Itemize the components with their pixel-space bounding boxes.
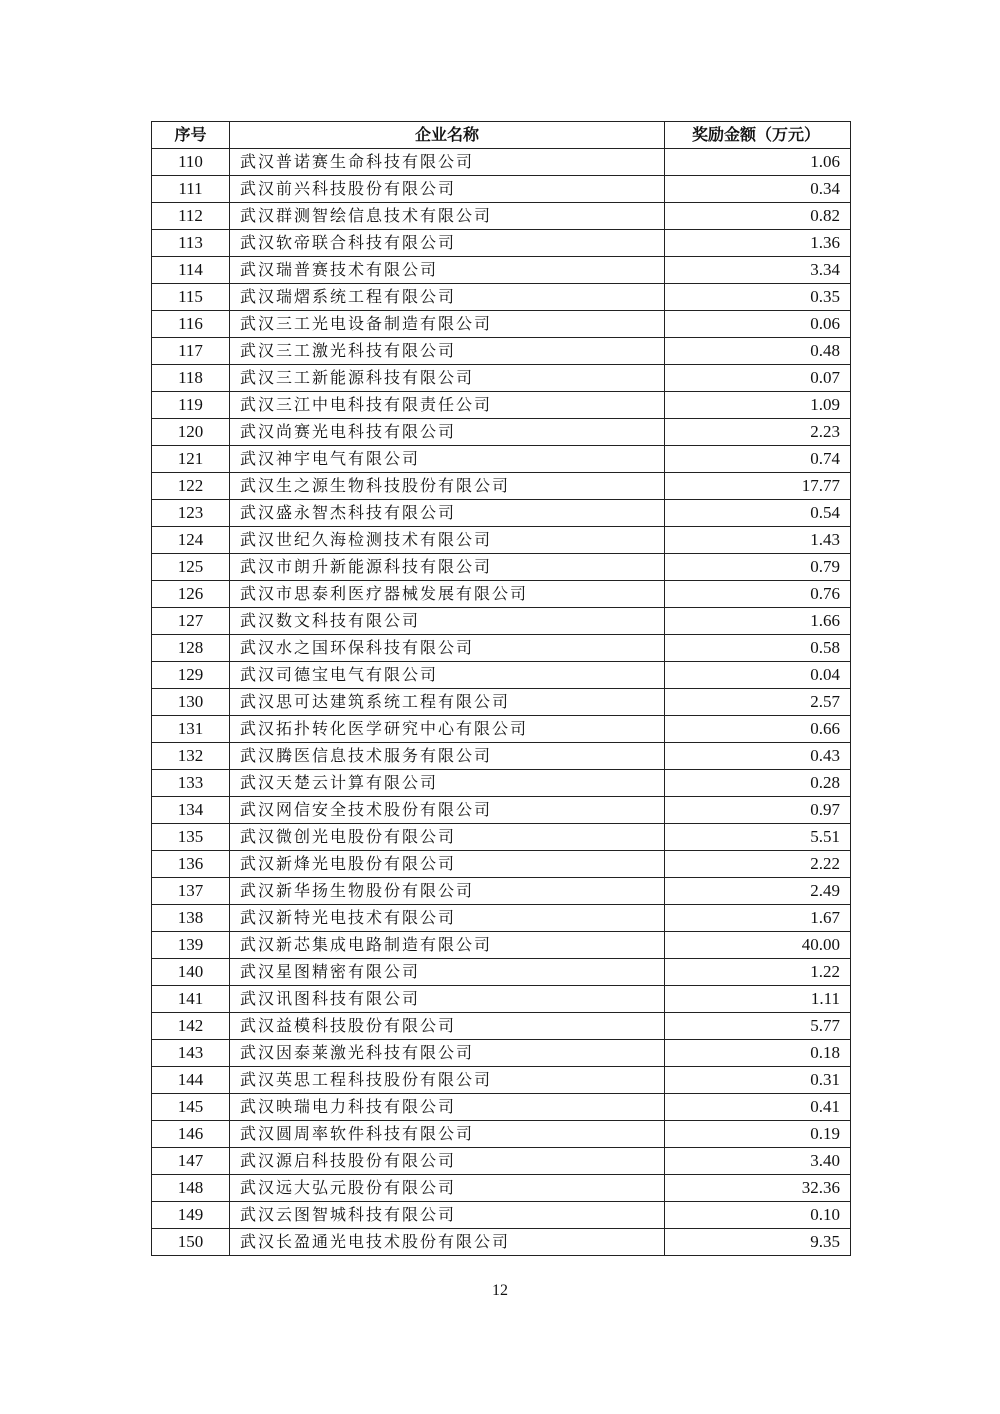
row-company-name: 武汉三工激光科技有限公司	[230, 338, 665, 365]
row-seq: 120	[152, 419, 230, 446]
row-award-amount: 9.35	[665, 1229, 851, 1256]
row-seq: 131	[152, 716, 230, 743]
table-row	[152, 1175, 851, 1202]
row-award-amount: 17.77	[665, 473, 851, 500]
table-row	[152, 716, 851, 743]
row-company-name: 武汉前兴科技股份有限公司	[230, 176, 665, 203]
row-award-amount: 0.41	[665, 1094, 851, 1121]
row-award-amount: 2.57	[665, 689, 851, 716]
row-company-name: 武汉英思工程科技股份有限公司	[230, 1067, 665, 1094]
header-award-amount: 奖励金额（万元）	[665, 122, 851, 149]
row-award-amount: 0.82	[665, 203, 851, 230]
table-row	[152, 797, 851, 824]
row-award-amount: 0.28	[665, 770, 851, 797]
row-company-name: 武汉司德宝电气有限公司	[230, 662, 665, 689]
table-row	[152, 419, 851, 446]
table-header-row	[152, 122, 851, 149]
row-seq: 143	[152, 1040, 230, 1067]
row-seq: 116	[152, 311, 230, 338]
row-company-name: 武汉天楚云计算有限公司	[230, 770, 665, 797]
table-row	[152, 554, 851, 581]
row-award-amount: 0.04	[665, 662, 851, 689]
row-company-name: 武汉网信安全技术股份有限公司	[230, 797, 665, 824]
row-seq: 132	[152, 743, 230, 770]
row-seq: 122	[152, 473, 230, 500]
row-seq: 144	[152, 1067, 230, 1094]
row-award-amount: 0.58	[665, 635, 851, 662]
table-row	[152, 446, 851, 473]
row-company-name: 武汉因泰莱激光科技有限公司	[230, 1040, 665, 1067]
row-seq: 146	[152, 1121, 230, 1148]
row-company-name: 武汉拓扑转化医学研究中心有限公司	[230, 716, 665, 743]
table-row	[152, 689, 851, 716]
table-row	[152, 392, 851, 419]
row-seq: 121	[152, 446, 230, 473]
row-company-name: 武汉三江中电科技有限责任公司	[230, 392, 665, 419]
table-row	[152, 1202, 851, 1229]
row-award-amount: 0.35	[665, 284, 851, 311]
row-seq: 125	[152, 554, 230, 581]
row-company-name: 武汉群测智绘信息技术有限公司	[230, 203, 665, 230]
row-award-amount: 0.54	[665, 500, 851, 527]
row-seq: 137	[152, 878, 230, 905]
table-row	[152, 959, 851, 986]
table-row	[152, 905, 851, 932]
row-seq: 128	[152, 635, 230, 662]
table-row	[152, 932, 851, 959]
row-award-amount: 0.79	[665, 554, 851, 581]
row-seq: 115	[152, 284, 230, 311]
header-seq: 序号	[152, 122, 230, 149]
row-award-amount: 0.10	[665, 1202, 851, 1229]
row-award-amount: 0.34	[665, 176, 851, 203]
table-row	[152, 986, 851, 1013]
row-company-name: 武汉星图精密有限公司	[230, 959, 665, 986]
row-company-name: 武汉软帝联合科技有限公司	[230, 230, 665, 257]
table-row	[152, 878, 851, 905]
row-seq: 138	[152, 905, 230, 932]
row-award-amount: 0.48	[665, 338, 851, 365]
row-seq: 111	[152, 176, 230, 203]
row-seq: 110	[152, 149, 230, 176]
row-company-name: 武汉源启科技股份有限公司	[230, 1148, 665, 1175]
row-seq: 126	[152, 581, 230, 608]
row-seq: 141	[152, 986, 230, 1013]
row-award-amount: 0.18	[665, 1040, 851, 1067]
row-company-name: 武汉三工光电设备制造有限公司	[230, 311, 665, 338]
table-row	[152, 149, 851, 176]
row-award-amount: 5.51	[665, 824, 851, 851]
row-award-amount: 0.74	[665, 446, 851, 473]
row-seq: 129	[152, 662, 230, 689]
table-row	[152, 608, 851, 635]
table-row	[152, 365, 851, 392]
row-seq: 136	[152, 851, 230, 878]
table-row	[152, 1148, 851, 1175]
row-company-name: 武汉新烽光电股份有限公司	[230, 851, 665, 878]
table-row	[152, 1121, 851, 1148]
row-award-amount: 0.97	[665, 797, 851, 824]
row-award-amount: 5.77	[665, 1013, 851, 1040]
row-award-amount: 0.76	[665, 581, 851, 608]
row-seq: 148	[152, 1175, 230, 1202]
row-seq: 119	[152, 392, 230, 419]
row-award-amount: 2.23	[665, 419, 851, 446]
row-company-name: 武汉腾医信息技术服务有限公司	[230, 743, 665, 770]
table-row	[152, 473, 851, 500]
row-award-amount: 1.66	[665, 608, 851, 635]
award-table	[151, 121, 851, 1256]
row-award-amount: 1.09	[665, 392, 851, 419]
row-seq: 118	[152, 365, 230, 392]
table-row	[152, 824, 851, 851]
row-award-amount: 0.43	[665, 743, 851, 770]
table-row	[152, 770, 851, 797]
row-seq: 134	[152, 797, 230, 824]
row-company-name: 武汉云图智城科技有限公司	[230, 1202, 665, 1229]
row-seq: 149	[152, 1202, 230, 1229]
row-company-name: 武汉圆周率软件科技有限公司	[230, 1121, 665, 1148]
page-number: 12	[492, 1282, 508, 1299]
row-award-amount: 1.06	[665, 149, 851, 176]
row-seq: 117	[152, 338, 230, 365]
table-row	[152, 1094, 851, 1121]
table-row	[152, 500, 851, 527]
row-seq: 139	[152, 932, 230, 959]
row-company-name: 武汉三工新能源科技有限公司	[230, 365, 665, 392]
table-row	[152, 1067, 851, 1094]
row-award-amount: 0.19	[665, 1121, 851, 1148]
table-row	[152, 581, 851, 608]
row-seq: 123	[152, 500, 230, 527]
row-company-name: 武汉长盈通光电技术股份有限公司	[230, 1229, 665, 1256]
row-company-name: 武汉神宇电气有限公司	[230, 446, 665, 473]
table-row	[152, 662, 851, 689]
row-company-name: 武汉微创光电股份有限公司	[230, 824, 665, 851]
row-award-amount: 1.36	[665, 230, 851, 257]
row-award-amount: 0.31	[665, 1067, 851, 1094]
row-seq: 135	[152, 824, 230, 851]
row-company-name: 武汉新华扬生物股份有限公司	[230, 878, 665, 905]
row-company-name: 武汉市朗升新能源科技有限公司	[230, 554, 665, 581]
row-seq: 133	[152, 770, 230, 797]
row-company-name: 武汉尚赛光电科技有限公司	[230, 419, 665, 446]
table-row	[152, 635, 851, 662]
row-seq: 112	[152, 203, 230, 230]
row-seq: 140	[152, 959, 230, 986]
table-row	[152, 851, 851, 878]
row-award-amount: 0.07	[665, 365, 851, 392]
table-row	[152, 743, 851, 770]
table-row	[152, 230, 851, 257]
table-row	[152, 1040, 851, 1067]
row-seq: 113	[152, 230, 230, 257]
row-award-amount: 40.00	[665, 932, 851, 959]
row-company-name: 武汉水之国环保科技有限公司	[230, 635, 665, 662]
row-company-name: 武汉远大弘元股份有限公司	[230, 1175, 665, 1202]
row-company-name: 武汉映瑞电力科技有限公司	[230, 1094, 665, 1121]
row-award-amount: 3.34	[665, 257, 851, 284]
row-award-amount: 2.22	[665, 851, 851, 878]
row-seq: 130	[152, 689, 230, 716]
table-row	[152, 284, 851, 311]
row-seq: 145	[152, 1094, 230, 1121]
table-row	[152, 1013, 851, 1040]
row-company-name: 武汉思可达建筑系统工程有限公司	[230, 689, 665, 716]
row-award-amount: 3.40	[665, 1148, 851, 1175]
row-company-name: 武汉生之源生物科技股份有限公司	[230, 473, 665, 500]
row-award-amount: 1.43	[665, 527, 851, 554]
row-award-amount: 1.22	[665, 959, 851, 986]
row-seq: 142	[152, 1013, 230, 1040]
row-company-name: 武汉普诺赛生命科技有限公司	[230, 149, 665, 176]
row-company-name: 武汉新芯集成电路制造有限公司	[230, 932, 665, 959]
row-company-name: 武汉益模科技股份有限公司	[230, 1013, 665, 1040]
table-row	[152, 527, 851, 554]
row-company-name: 武汉瑞普赛技术有限公司	[230, 257, 665, 284]
row-award-amount: 2.49	[665, 878, 851, 905]
row-seq: 114	[152, 257, 230, 284]
table-body	[152, 149, 851, 1256]
row-award-amount: 32.36	[665, 1175, 851, 1202]
row-seq: 150	[152, 1229, 230, 1256]
row-company-name: 武汉讯图科技有限公司	[230, 986, 665, 1013]
row-company-name: 武汉数文科技有限公司	[230, 608, 665, 635]
row-company-name: 武汉新特光电技术有限公司	[230, 905, 665, 932]
table-row	[152, 203, 851, 230]
row-seq: 127	[152, 608, 230, 635]
row-award-amount: 1.11	[665, 986, 851, 1013]
row-award-amount: 1.67	[665, 905, 851, 932]
row-company-name: 武汉盛永智杰科技有限公司	[230, 500, 665, 527]
row-company-name: 武汉世纪久海检测技术有限公司	[230, 527, 665, 554]
table-row	[152, 257, 851, 284]
row-seq: 124	[152, 527, 230, 554]
table-row	[152, 311, 851, 338]
row-seq: 147	[152, 1148, 230, 1175]
row-company-name: 武汉市思泰利医疗器械发展有限公司	[230, 581, 665, 608]
table-row	[152, 338, 851, 365]
row-award-amount: 0.66	[665, 716, 851, 743]
table-row	[152, 176, 851, 203]
row-company-name: 武汉瑞熠系统工程有限公司	[230, 284, 665, 311]
row-award-amount: 0.06	[665, 311, 851, 338]
table-row	[152, 1229, 851, 1256]
header-company-name: 企业名称	[230, 122, 665, 149]
